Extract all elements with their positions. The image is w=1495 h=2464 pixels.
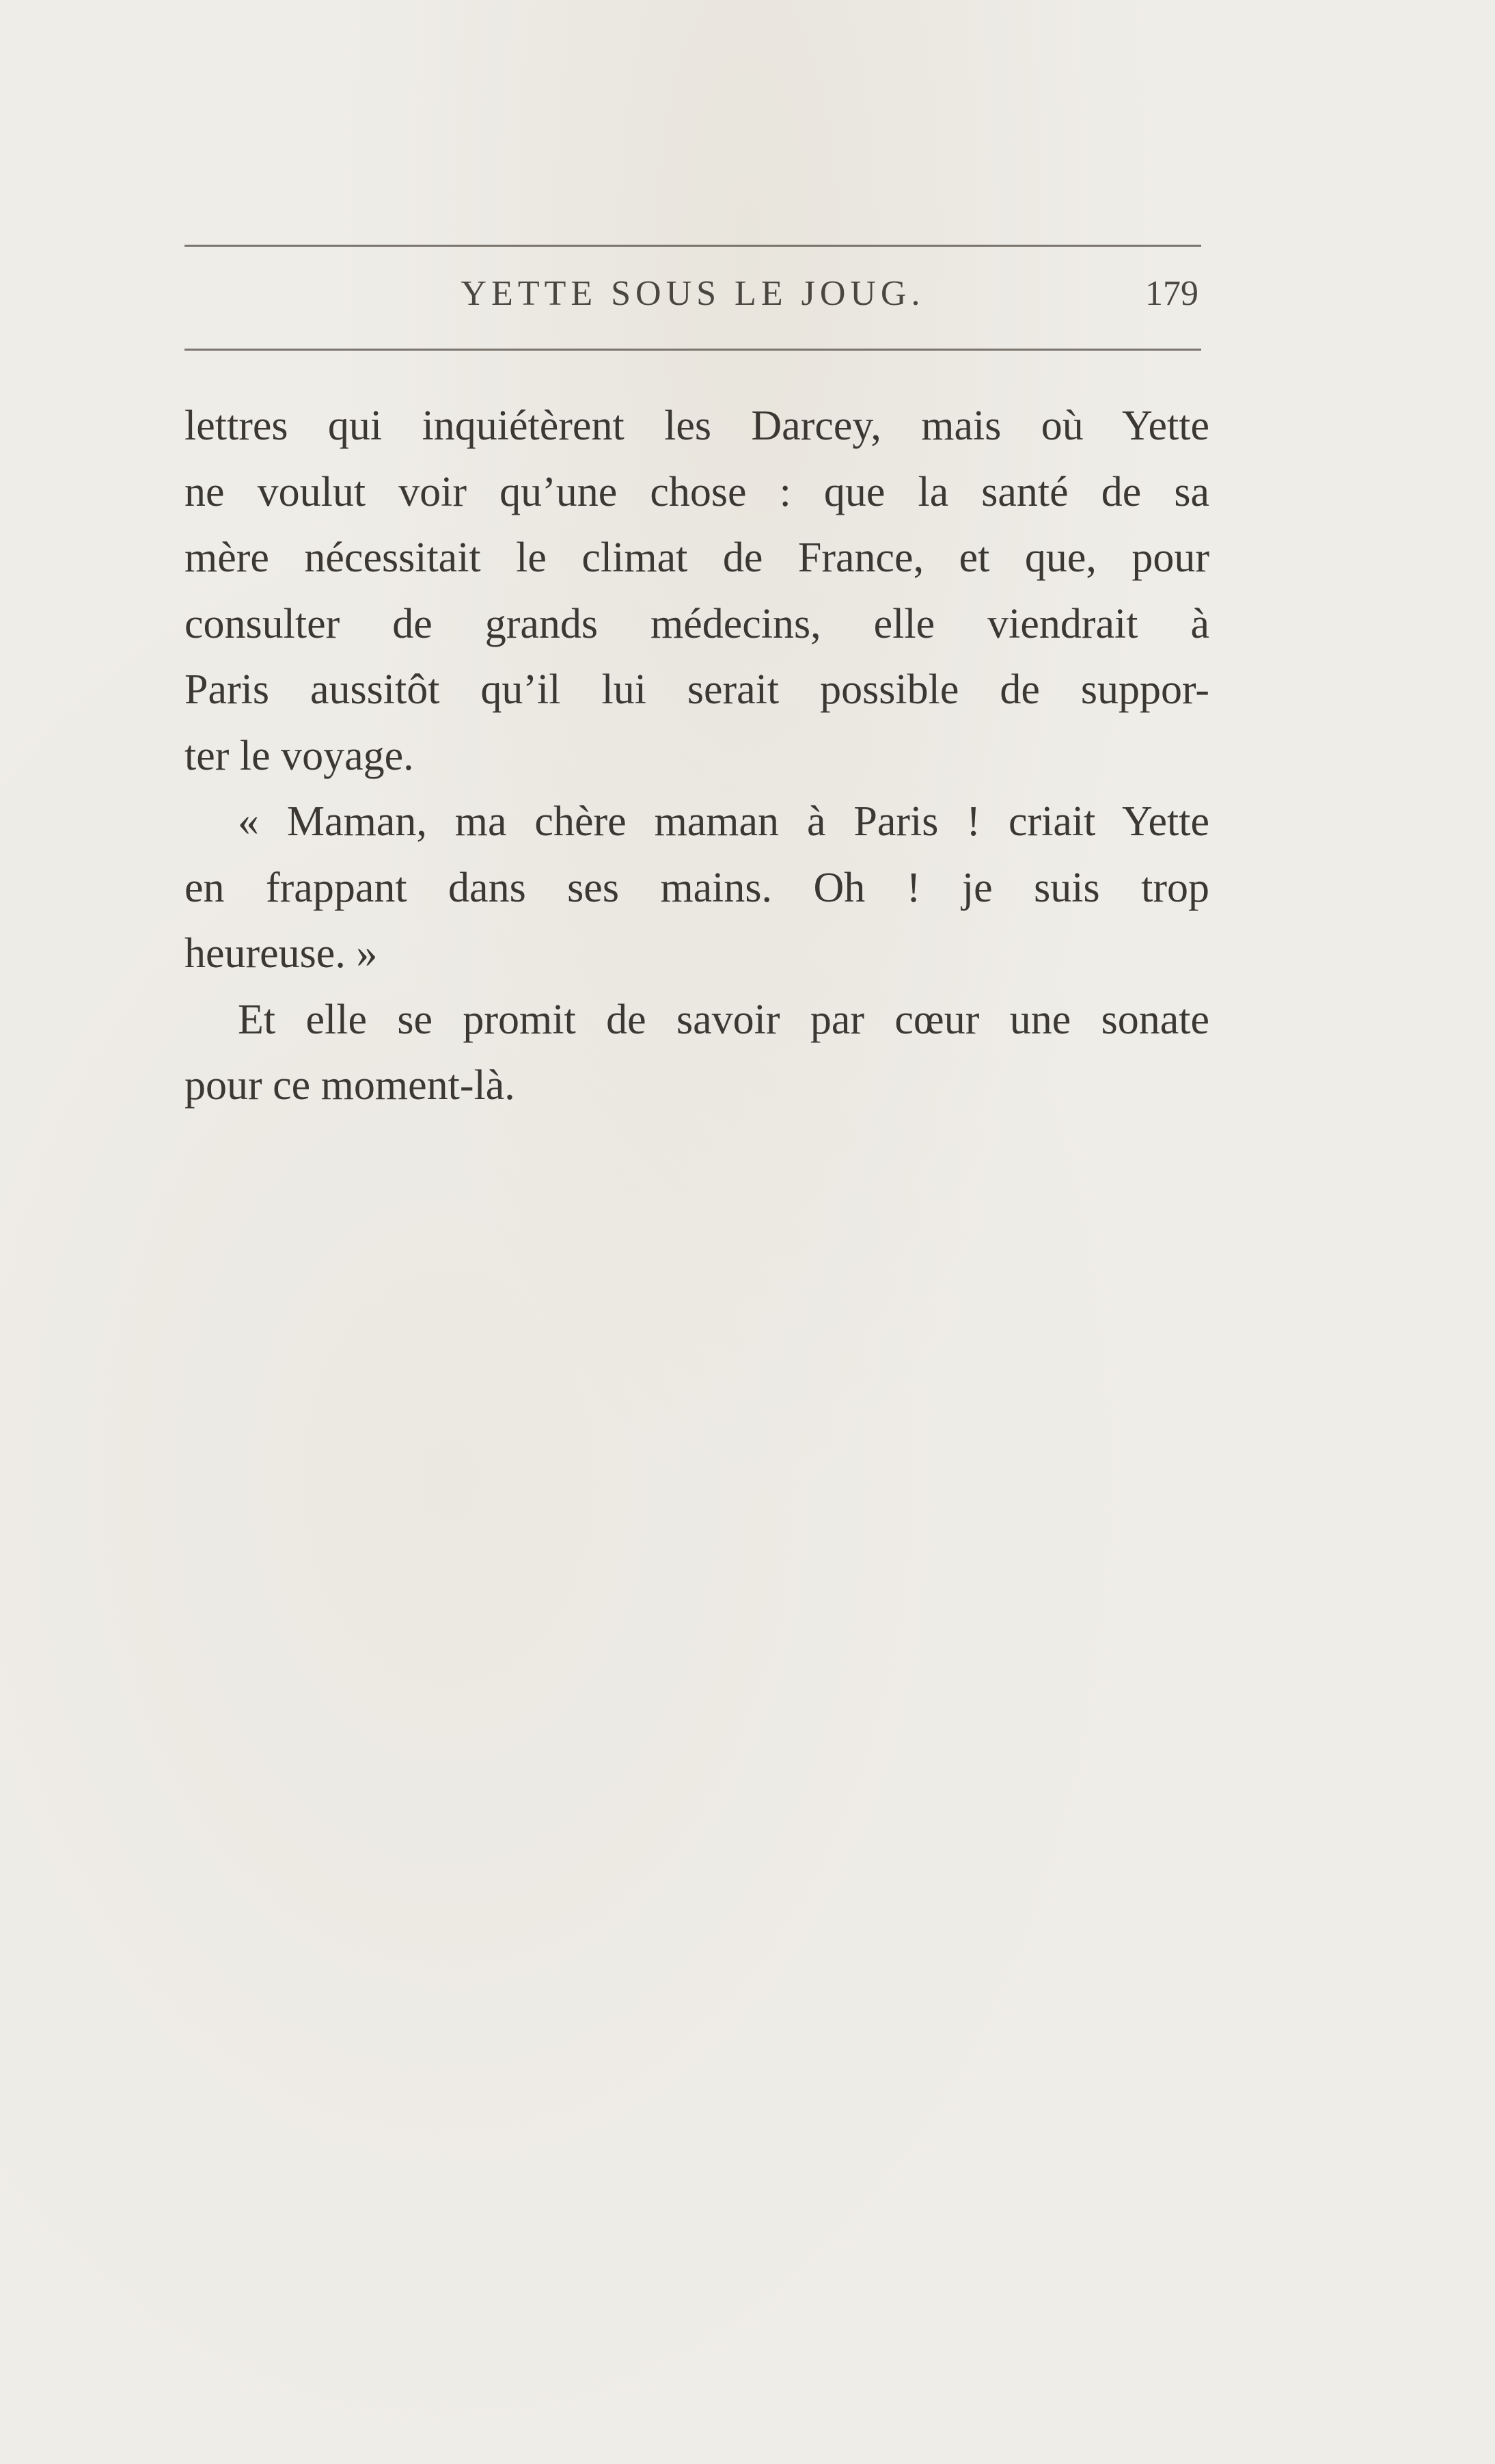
paragraph-2 [184, 789, 1209, 987]
text-line: Et elle se promit de savoir par cœur une sonate [238, 996, 1209, 1043]
paragraph-3 [184, 987, 1209, 1119]
text-line: lettres qui inquiétèrent les Darcey, mais où Yette [184, 403, 1209, 449]
text-line: heureuse. » [184, 930, 378, 977]
running-title: YETTE SOUS LE JOUG. [461, 274, 925, 313]
page-number: 179 [1145, 274, 1198, 313]
text-line: consulter de grands médecins, elle viendrait à [184, 600, 1209, 647]
text-line: en frappant dans ses mains. Oh ! je suis trop [184, 864, 1209, 911]
text-line: ter le voyage. [184, 732, 414, 779]
text-line: « Maman, ma chère maman à Paris ! criait Yette [238, 798, 1209, 845]
header-top-rule [184, 245, 1201, 247]
text-line: ne voulut voir qu’une chose : que la santé de sa [184, 468, 1209, 515]
body-text [184, 393, 1209, 1119]
text-line: Paris aussitôt qu’il lui serait possible de suppor- [184, 666, 1209, 713]
running-head [184, 273, 1201, 328]
text-line: pour ce moment-là. [184, 1062, 515, 1109]
text-line: mère nécessitait le climat de France, et que, pour [184, 534, 1209, 581]
paragraph-1 [184, 393, 1209, 789]
header-bottom-rule [184, 349, 1201, 351]
